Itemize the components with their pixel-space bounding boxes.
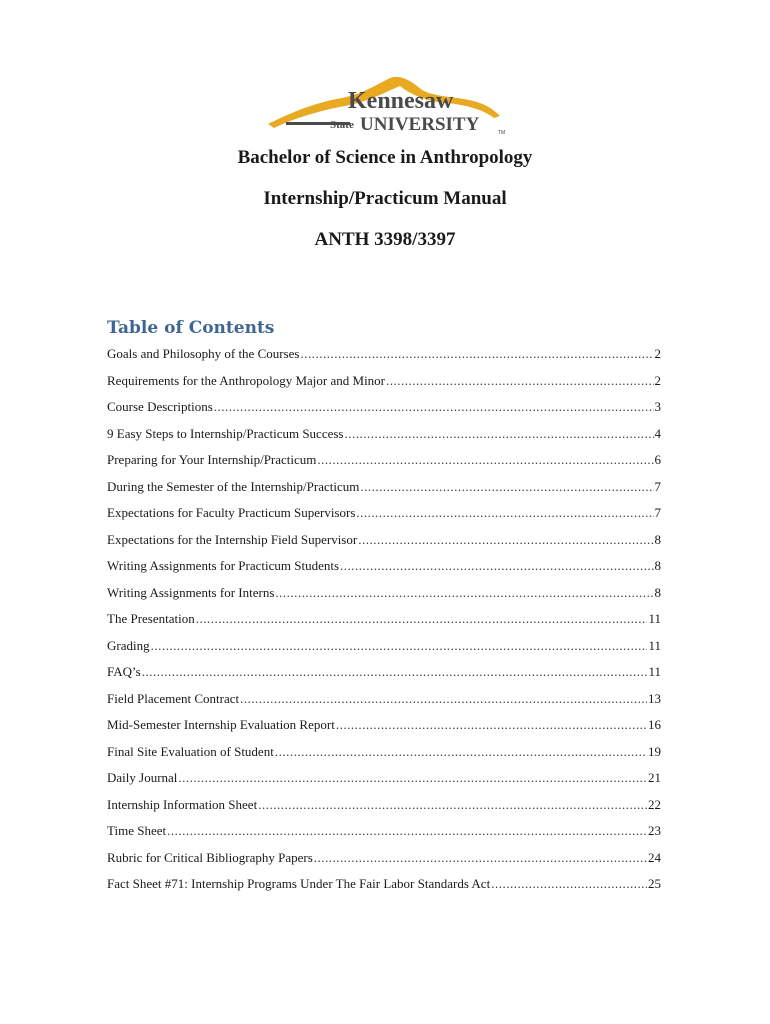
toc-leader-dots xyxy=(275,583,653,603)
document-subtitle: Internship/Practicum Manual xyxy=(263,188,507,209)
toc-entry[interactable] xyxy=(107,530,661,557)
toc-entry-title: Preparing for Your Internship/Practicum xyxy=(107,452,317,467)
toc-entry[interactable] xyxy=(107,636,661,663)
toc-leader-dots xyxy=(167,821,647,841)
toc-entry[interactable] xyxy=(107,450,661,477)
toc-entry-title: Goals and Philosophy of the Courses xyxy=(107,346,300,361)
toc-entry[interactable] xyxy=(107,821,661,848)
toc-entry-page: 4 xyxy=(654,425,661,441)
toc-entry-title: 9 Easy Steps to Internship/Practicum Success xyxy=(107,425,344,441)
toc-entry-page: 7 xyxy=(654,478,661,494)
toc-entry-title: Requirements for the Anthropology Major and Minor xyxy=(107,372,386,388)
document-title: Bachelor of Science in Anthropology xyxy=(237,147,533,168)
toc-entry[interactable] xyxy=(107,795,661,822)
toc-leader-dots xyxy=(340,556,653,576)
toc-entry[interactable] xyxy=(107,609,661,636)
toc-entry-title: Writing Assignments for Practicum Students xyxy=(107,558,340,573)
toc-entry-page: 8 xyxy=(654,584,661,600)
toc-entry-page: 19 xyxy=(648,743,661,759)
toc-entry-page: 2 xyxy=(654,346,661,361)
toc-entry-page: 21 xyxy=(648,770,661,785)
toc-leader-dots xyxy=(345,424,654,444)
toc-entry[interactable] xyxy=(107,874,661,901)
toc-entry-title: Fact Sheet #71: Internship Programs Under The Fair Labor Standards Act xyxy=(107,876,491,891)
logo-word-state: State xyxy=(330,119,354,131)
toc-entry-title: Internship Information Sheet xyxy=(107,796,258,812)
toc-entry[interactable] xyxy=(107,556,661,583)
toc-entry-page: 11 xyxy=(648,637,661,653)
toc-entry-title: Daily Journal xyxy=(107,770,178,785)
toc-leader-dots xyxy=(258,795,647,815)
toc-entry-page: 6 xyxy=(654,452,661,467)
toc-leader-dots xyxy=(314,848,647,868)
toc-entry-title: Final Site Evaluation of Student xyxy=(107,743,274,759)
toc-leader-dots xyxy=(360,477,653,497)
toc-entry-title: During the Semester of the Internship/Practicum xyxy=(107,478,360,494)
toc-entry-title: Expectations for the Internship Field Supervisor xyxy=(107,531,358,547)
mountain-logo-icon xyxy=(262,72,512,142)
toc-entry-title: Field Placement Contract xyxy=(107,690,240,706)
toc-entry-title: Writing Assignments for Interns xyxy=(107,584,275,600)
toc-entry-title: The Presentation xyxy=(107,611,195,626)
toc-entry[interactable] xyxy=(107,424,661,451)
toc-leader-dots xyxy=(386,371,653,391)
table-of-contents xyxy=(107,344,661,901)
toc-entry-page: 8 xyxy=(654,558,661,573)
toc-leader-dots xyxy=(275,742,647,762)
toc-entry-page: 23 xyxy=(648,823,661,838)
toc-leader-dots xyxy=(491,874,647,894)
toc-leader-dots xyxy=(356,503,653,523)
toc-entry[interactable] xyxy=(107,477,661,504)
logo-trademark: TM xyxy=(498,130,506,136)
toc-entry[interactable] xyxy=(107,689,661,716)
toc-entry[interactable] xyxy=(107,503,661,530)
toc-leader-dots xyxy=(336,715,647,735)
toc-leader-dots xyxy=(178,768,647,788)
toc-entry-title: Time Sheet xyxy=(107,823,167,838)
toc-entry[interactable] xyxy=(107,397,661,424)
toc-entry-page: 11 xyxy=(648,611,661,626)
toc-entry[interactable] xyxy=(107,715,661,742)
toc-leader-dots xyxy=(214,397,654,417)
toc-entry[interactable] xyxy=(107,371,661,398)
toc-entry-title: Expectations for Faculty Practicum Supervisors xyxy=(107,505,356,520)
toc-leader-dots xyxy=(142,662,648,682)
logo-word-university: UNIVERSITY xyxy=(360,114,480,135)
toc-entry-title: Course Descriptions xyxy=(107,399,213,414)
toc-heading: Table of Contents xyxy=(107,318,275,338)
university-logo xyxy=(262,72,512,142)
toc-leader-dots xyxy=(300,344,653,364)
toc-entry[interactable] xyxy=(107,742,661,769)
toc-entry[interactable] xyxy=(107,768,661,795)
toc-entry-title: Grading xyxy=(107,637,150,653)
toc-entry[interactable] xyxy=(107,583,661,610)
toc-entry-page: 24 xyxy=(648,849,661,865)
toc-entry-page: 11 xyxy=(648,664,661,679)
toc-entry-page: 13 xyxy=(648,690,661,706)
toc-leader-dots xyxy=(358,530,653,550)
toc-entry-page: 22 xyxy=(648,796,661,812)
toc-entry-page: 2 xyxy=(654,372,661,388)
toc-entry-title: FAQ’s xyxy=(107,664,141,679)
toc-entry-page: 8 xyxy=(654,531,661,547)
toc-leader-dots xyxy=(317,450,653,470)
toc-leader-dots xyxy=(196,609,648,629)
toc-entry-page: 16 xyxy=(648,717,661,732)
toc-entry[interactable] xyxy=(107,662,661,689)
toc-leader-dots xyxy=(151,636,648,656)
toc-entry-title: Rubric for Critical Bibliography Papers xyxy=(107,849,313,865)
toc-entry-title: Mid-Semester Internship Evaluation Report xyxy=(107,717,335,732)
toc-entry-page: 3 xyxy=(654,399,661,414)
toc-entry-page: 25 xyxy=(648,876,661,891)
logo-word-kennesaw: Kennesaw xyxy=(348,88,454,114)
toc-entry-page: 7 xyxy=(654,505,661,520)
course-number: ANTH 3398/3397 xyxy=(314,229,456,250)
toc-entry[interactable] xyxy=(107,344,661,371)
toc-entry[interactable] xyxy=(107,848,661,875)
toc-leader-dots xyxy=(240,689,647,709)
